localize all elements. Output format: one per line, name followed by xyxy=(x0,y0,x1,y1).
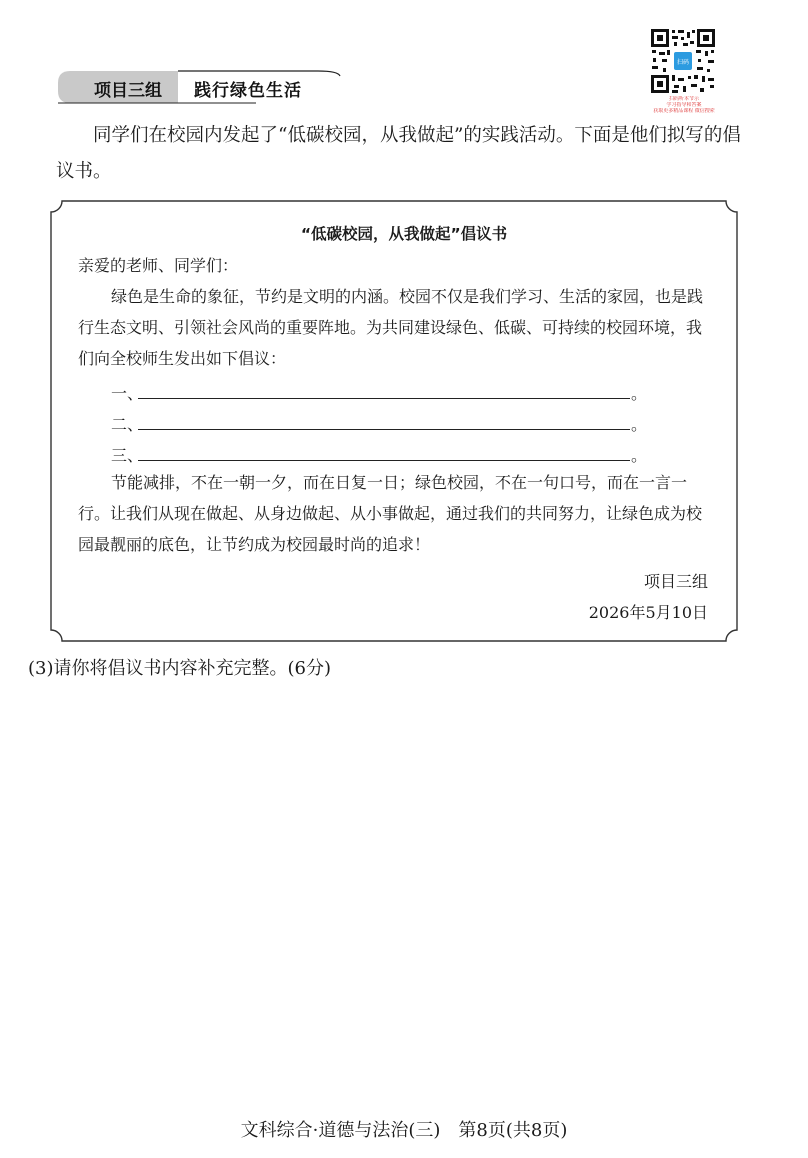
question-text: (3)请你将倡议书内容补充完整。(6分) xyxy=(28,658,331,679)
qr-caption-line: 扫码听本节示 xyxy=(668,96,699,102)
letter-signer: 项目三组 xyxy=(643,572,708,591)
letter-paragraph-1: 绿色是生命的象征，节约是文明的内涵。校园不仅是我们学习、生活的家园，也是践行生态文明、引领社会风尚的重要阵地。为共同建设绿色、低碳、可持续的校园环境，我们向全校师生发出如下倡议： xyxy=(78,287,704,368)
proposal-blank-3[interactable] xyxy=(138,460,630,461)
qr-center-label: 扫码 xyxy=(676,59,689,66)
proposal-end-mark: 。 xyxy=(631,384,648,403)
letter-paragraph-2: 节能减排，不在一朝一夕，而在日复一日；绿色校园，不在一句口号，而在一言一行。让我们从现在做起、从身边做起、从小事做起，通过我们的共同努力，让绿色成为校园最靓丽的底色，让节约成为校园最时尚的追求！ xyxy=(78,473,703,554)
qr-caption-line: 获取更多精品课程 微信搜索 xyxy=(653,108,715,114)
proposal-blank-2[interactable] xyxy=(138,429,630,430)
proposal-end-mark: 。 xyxy=(631,446,648,465)
section-header xyxy=(56,70,341,104)
proposal-label: 一、 xyxy=(111,384,144,403)
proposal-end-mark: 。 xyxy=(631,415,648,434)
qr-caption-line: 学习指导和答案 xyxy=(666,102,702,108)
qr-code-block[interactable] xyxy=(646,28,722,118)
proposal-blank-1[interactable] xyxy=(138,398,630,399)
intro-paragraph: 同学们在校园内发起了“低碳校园，从我做起”的实践活动。下面是他们拟写的倡议书。 xyxy=(56,125,741,182)
header-group-label: 项目三组 xyxy=(94,81,162,101)
proposal-label: 三、 xyxy=(111,446,144,465)
proposal-label: 二、 xyxy=(111,415,144,434)
letter-title: “低碳校园，从我做起”倡议书 xyxy=(300,225,508,243)
page-footer: 文科综合·道德与法治(三) 第8页(共8页) xyxy=(240,1120,568,1141)
letter-date: 2026年5月10日 xyxy=(588,603,708,622)
header-title: 践行绿色生活 xyxy=(194,81,302,101)
letter-salutation: 亲爱的老师、同学们： xyxy=(78,256,239,275)
qr-caption xyxy=(646,96,722,114)
